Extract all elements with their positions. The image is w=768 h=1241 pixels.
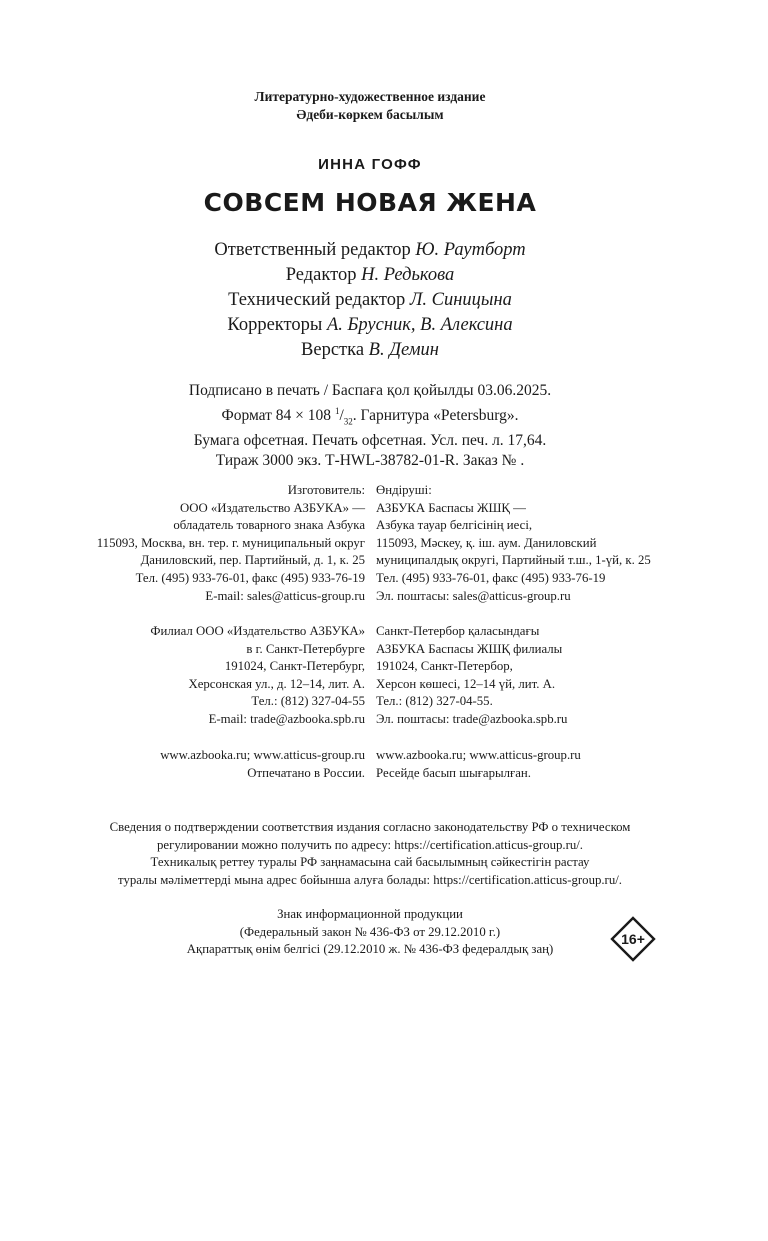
info-sign-line: Ақпараттық өнім белгісі (29.12.2010 ж. № 436-ФЗ федералдық заң)	[186, 942, 554, 957]
info-sign-line: Знак информационной продукции	[277, 907, 463, 921]
staff-person: В. Демин	[368, 340, 439, 360]
print-info	[0, 381, 740, 471]
manufacturer-ru-line: обладатель товарного знака Азбука	[173, 518, 365, 533]
branch-kz-line: 191024, Санкт-Петербор,	[376, 659, 513, 674]
genre-ru: Литературно-художественное издание	[254, 89, 486, 104]
web-kz-links: www.azbooka.ru; www.atticus-group.ru	[376, 748, 581, 762]
staff-role: Корректоры	[227, 315, 323, 335]
printed-in-ru: Отпечатано в России.	[247, 765, 365, 780]
staff-role: Технический редактор	[228, 290, 406, 310]
web-kz	[376, 747, 581, 782]
print-run: Тираж 3000 экз. Т-HWL-38782-01-R. Заказ № .	[215, 452, 525, 470]
staff-credits	[0, 238, 740, 363]
certification-line: Техникалық реттеу туралы РФ заңнамасына сай басылымның сәйкестігін растау	[150, 855, 590, 870]
manufacturer-kz-line: 115093, Мәскеу, қ. іш. аум. Даниловский	[376, 535, 597, 550]
book-title: СОВСЕМ НОВАЯ ЖЕНА	[203, 188, 537, 217]
manufacturer-ru-line: E-mail: sales@atticus-group.ru	[205, 588, 365, 603]
manufacturer-kz-line: Эл. поштасы: sales@atticus-group.ru	[376, 588, 571, 603]
branch-ru-line: 191024, Санкт-Петербург,	[224, 659, 365, 674]
info-sign-line: (Федеральный закон № 436-ФЗ от 29.12.2010 г.)	[239, 924, 501, 939]
manufacturer-kz-line: Азбука тауар белгісінің иесі,	[376, 518, 533, 533]
web-ru	[160, 747, 365, 782]
printed-in-kz: Ресейде басып шығарылған.	[376, 765, 531, 780]
manufacturer-ru-line: Тел. (495) 933-76-01, факс (495) 933-76-19	[135, 570, 365, 585]
staff-person: Н. Редькова	[361, 265, 455, 285]
manufacturer-kz	[376, 482, 651, 605]
staff-role: Редактор	[285, 265, 357, 285]
branch-kz-line: АЗБУКА Баспасы ЖШҚ филиалы	[376, 641, 563, 656]
web-ru-links: www.azbooka.ru; www.atticus-group.ru	[160, 748, 365, 762]
certification-block	[0, 819, 740, 889]
staff-person: А. Брусник, В. Алексина	[326, 315, 513, 335]
print-signed: Подписано в печать / Баспаға қол қойылды 03.06.2025.	[188, 382, 552, 399]
branch-kz	[376, 623, 567, 729]
branch-ru-line: E-mail: trade@azbooka.spb.ru	[208, 711, 365, 726]
branch-kz-line: Тел.: (812) 327-04-55.	[376, 694, 493, 709]
genre-block	[0, 88, 740, 124]
print-format: Формат 84 × 108 $^1/_{32}$. Гарнитура «Petersburg».	[221, 406, 519, 427]
certification-line: туралы мәліметтерді мына адрес бойынша алуға болады: https://certification.atticus-group.ru/.	[118, 872, 622, 887]
author-name: ИННА ГОФФ	[318, 156, 422, 173]
genre-kz: Әдеби-көркем басылым	[296, 107, 444, 122]
manufacturer-kz-line: АЗБУКА Баспасы ЖШҚ —	[376, 500, 526, 515]
manufacturer-ru	[97, 482, 365, 605]
print-paper: Бумага офсетная. Печать офсетная. Усл. печ. л. 17,64.	[193, 432, 547, 450]
manufacturer-ru-line: Изготовитель:	[287, 483, 365, 497]
manufacturer-kz-line: Тел. (495) 933-76-01, факс (495) 933-76-19	[376, 570, 606, 585]
staff-role: Ответственный редактор	[214, 240, 411, 260]
manufacturer-kz-line: муниципалдық округі, Партийный т.ш., 1-үй, к. 25	[376, 553, 651, 568]
staff-line-3	[0, 313, 740, 338]
staff-line-2	[0, 288, 740, 313]
staff-line-0	[0, 238, 740, 263]
certification-line: регулировании можно получить по адресу: https://certification.atticus-group.ru/.	[157, 837, 583, 852]
branch-kz-line: Эл. поштасы: trade@azbooka.spb.ru	[376, 711, 568, 726]
format-denominator: 32	[343, 416, 353, 427]
age-rating-label: 16+	[621, 931, 645, 947]
manufacturer-ru-line: Даниловский, пер. Партийный, д. 1, к. 25	[140, 553, 365, 568]
branch-kz-line: Санкт-Петербор қаласындағы	[376, 624, 540, 638]
format-numerator: 1	[334, 406, 340, 416]
staff-role: Верстка	[301, 340, 365, 360]
format-suffix: . Гарнитура «Petersburg».	[352, 407, 519, 425]
certification-line: Сведения о подтверждении соответствия издания согласно законодательству РФ о техническом	[109, 820, 631, 834]
staff-person: Ю. Раутборт	[415, 240, 526, 260]
staff-line-4	[0, 338, 740, 363]
manufacturer-ru-line: ООО «Издательство АЗБУКА» —	[179, 500, 365, 515]
branch-ru-line: Филиал ООО «Издательство АЗБУКА»	[150, 624, 365, 638]
branch-ru-line: Херсонская ул., д. 12–14, лит. А.	[188, 676, 365, 691]
branch-ru-line: в г. Санкт-Петербурге	[246, 641, 365, 656]
branch-ru-line: Тел.: (812) 327-04-55	[251, 694, 365, 709]
manufacturer-ru-line: 115093, Москва, вн. тер. г. муниципальный округ	[96, 535, 365, 550]
staff-person: Л. Синицына	[409, 290, 512, 310]
manufacturer-kz-line: Өндіруші:	[376, 483, 432, 497]
staff-line-1	[0, 263, 740, 288]
format-prefix: Формат 84 × 108	[221, 407, 332, 425]
branch-ru	[150, 623, 365, 729]
age-rating-badge	[610, 916, 656, 962]
branch-kz-line: Херсон көшесі, 12–14 үй, лит. А.	[376, 676, 556, 691]
